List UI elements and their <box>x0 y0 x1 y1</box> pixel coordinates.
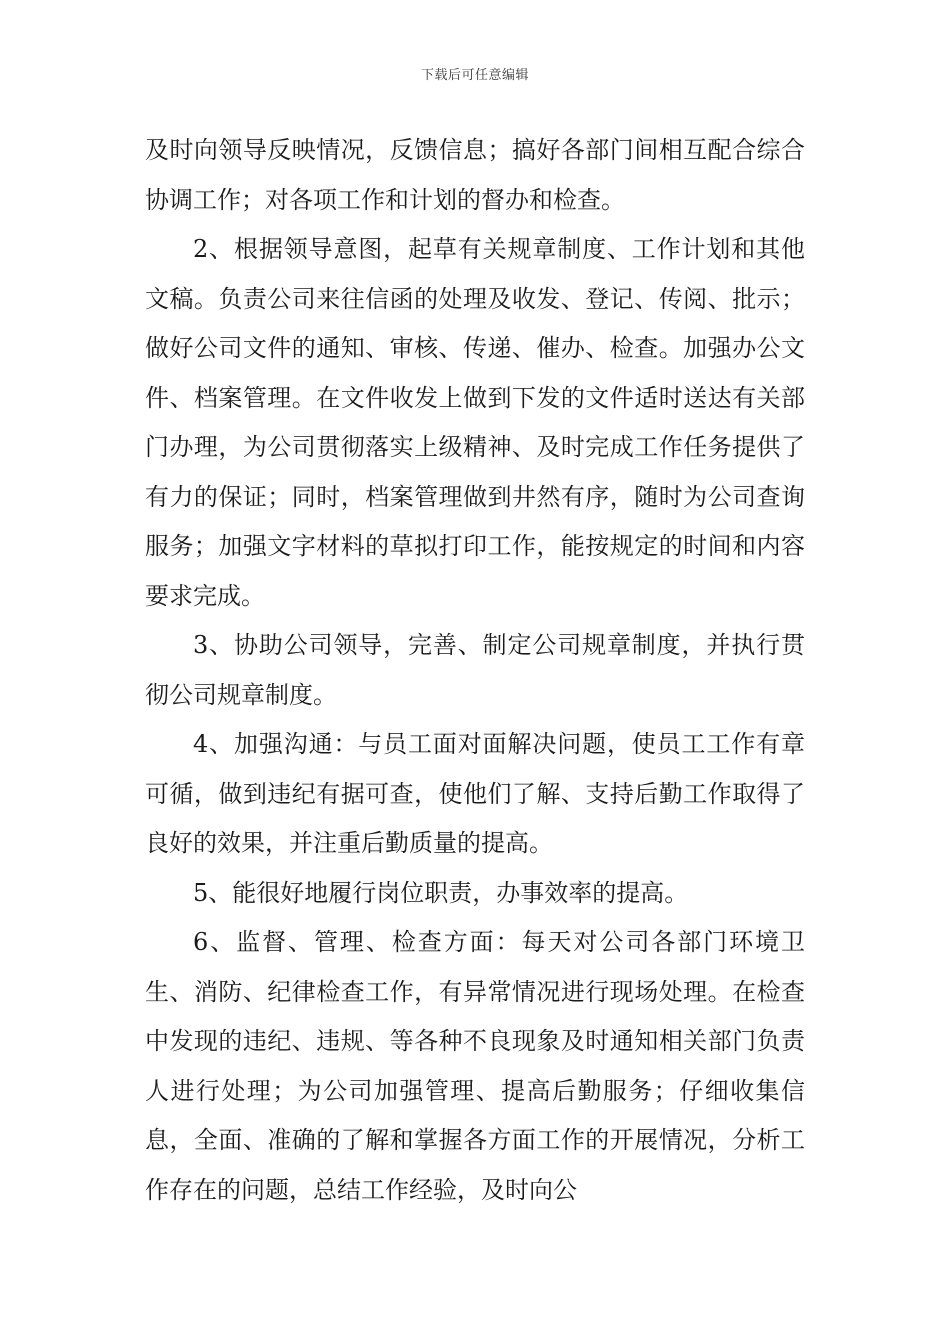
paragraph-item-5: 5、能很好地履行岗位职责，办事效率的提高。 <box>193 878 689 907</box>
document-body <box>145 126 805 1215</box>
paragraph-continuation: 及时向领导反映情况，反馈信息；搞好各部门间相互配合综合协调工作；对各项工作和计划的督办和检查。 <box>145 136 805 214</box>
paragraph-item-6: 6、监督、管理、检查方面：每天对公司各部门环境卫生、消防、纪律检查工作，有异常情况进行现场处理。在检查中发现的违纪、违规、等各种不良现象及时通知相关部门负责人进行处理；为公司加强管理、提高后勤服务；仔细收集信息，全面、准确的了解和掌握各方面工作的开展情况，分析工作存在的问题，总结工作经验，及时向公 <box>145 928 805 1204</box>
paragraph-item-2: 2、根据领导意图，起草有关规章制度、工作计划和其他文稿。负责公司来往信函的处理及收发、登记、传阅、批示；做好公司文件的通知、审核、传递、催办、检查。加强办公文件、档案管理。在文件收发上做到下发的文件适时送达有关部门办理，为公司贯彻落实上级精神、及时完成工作任务提供了有力的保证；同时，档案管理做到井然有序，随时为公司查询服务；加强文字材料的草拟打印工作，能按规定的时间和内容要求完成。 <box>145 235 805 610</box>
page-header-note: 下载后可任意编辑 <box>420 68 529 83</box>
paragraph-item-3: 3、协助公司领导，完善、制定公司规章制度，并执行贯彻公司规章制度。 <box>145 631 805 709</box>
paragraph-item-4: 4、加强沟通：与员工面对面解决问题，使员工工作有章可循，做到违纪有据可查，使他们了解、支持后勤工作取得了良好的效果，并注重后勤质量的提高。 <box>145 730 805 857</box>
